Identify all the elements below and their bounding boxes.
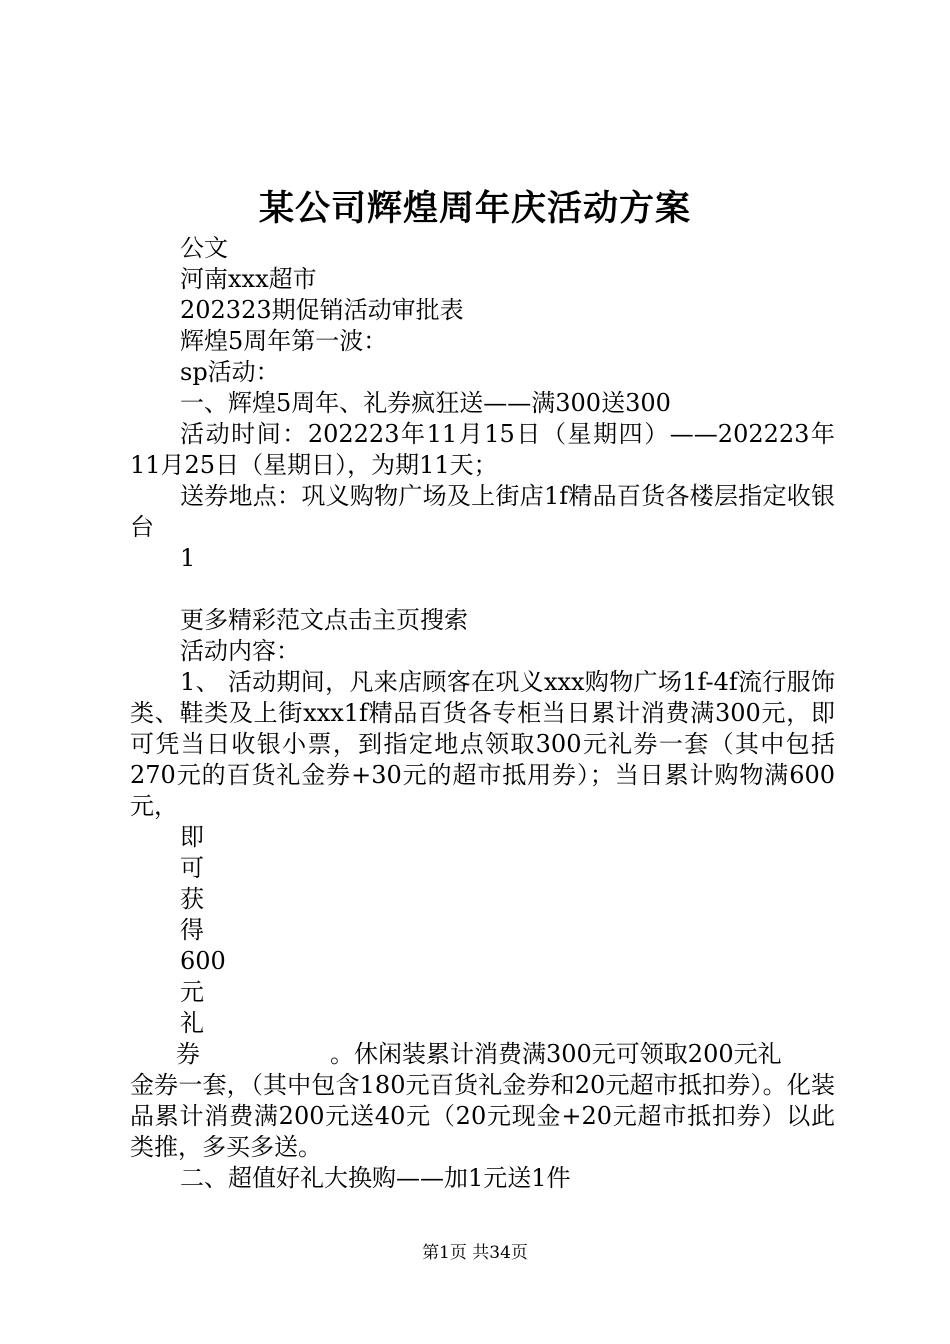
text-line-number: 1 (180, 544, 196, 572)
paragraph-coupon-details: 金券一套，（其中包含180元百货礼金券和20元超市抵扣券）。化装品累计消费满200元送40元（20元现金+20元超市抵扣券）以此类推，多买多送。 (130, 1071, 835, 1161)
document-title: 某公司辉煌周年庆活动方案 (258, 188, 691, 229)
text-casual-wear: 。休闲装累计消费满300元可领取200元礼 (330, 1040, 782, 1068)
text-line-coupon-tail (130, 1039, 835, 1070)
text-line-approval-form: 202323期促销活动审批表 (180, 296, 464, 324)
section-heading-two: 二、超值好礼大换购——加1元送1件 (180, 1164, 571, 1192)
vertical-char: 600 (180, 947, 226, 975)
text-line-more-link: 更多精彩范文点击主页搜索 (180, 606, 468, 634)
vertical-char: 可 (180, 854, 204, 882)
text-line-sp-activity: sp活动： (180, 358, 280, 386)
document-body (130, 233, 835, 1194)
text-line-store: 河南xxx超市 (180, 265, 317, 293)
vertical-char: 即 (180, 823, 204, 851)
paragraph-activity-time: 活动时间：202223年11月15日（星期四）——202223年11月25日（星期日），为期11天； (130, 420, 835, 479)
paragraph-coupon-location: 送券地点：巩义购物广场及上街店1f精品百货各楼层指定收银台 (130, 482, 835, 541)
text-line-first-wave: 辉煌5周年第一波： (180, 327, 388, 355)
vertical-char: 元 (180, 978, 204, 1006)
vertical-char: 得 (180, 916, 204, 944)
vertical-char: 券 (176, 1040, 200, 1068)
vertical-char: 获 (180, 885, 204, 913)
text-line-activity-content: 活动内容： (180, 637, 300, 665)
page-footer: 第1页 共34页 (422, 1243, 528, 1263)
vertical-char: 礼 (180, 1009, 204, 1037)
paragraph-item-one: 1、 活动期间，凡来店顾客在巩义xxx购物广场1f-4f流行服饰类、鞋类及上街xxx1f精品百货各专柜当日累计消费满300元，即可凭当日收银小票，到指定地点领取300元礼券一套（其中包括270元的百货礼金券+30元的超市抵用券）；当日累计购物满600元， (130, 668, 835, 820)
blank-line (130, 574, 835, 605)
text-line-gongwen: 公文 (180, 234, 228, 262)
section-heading-one: 一、辉煌5周年、礼券疯狂送——满300送300 (180, 389, 671, 417)
